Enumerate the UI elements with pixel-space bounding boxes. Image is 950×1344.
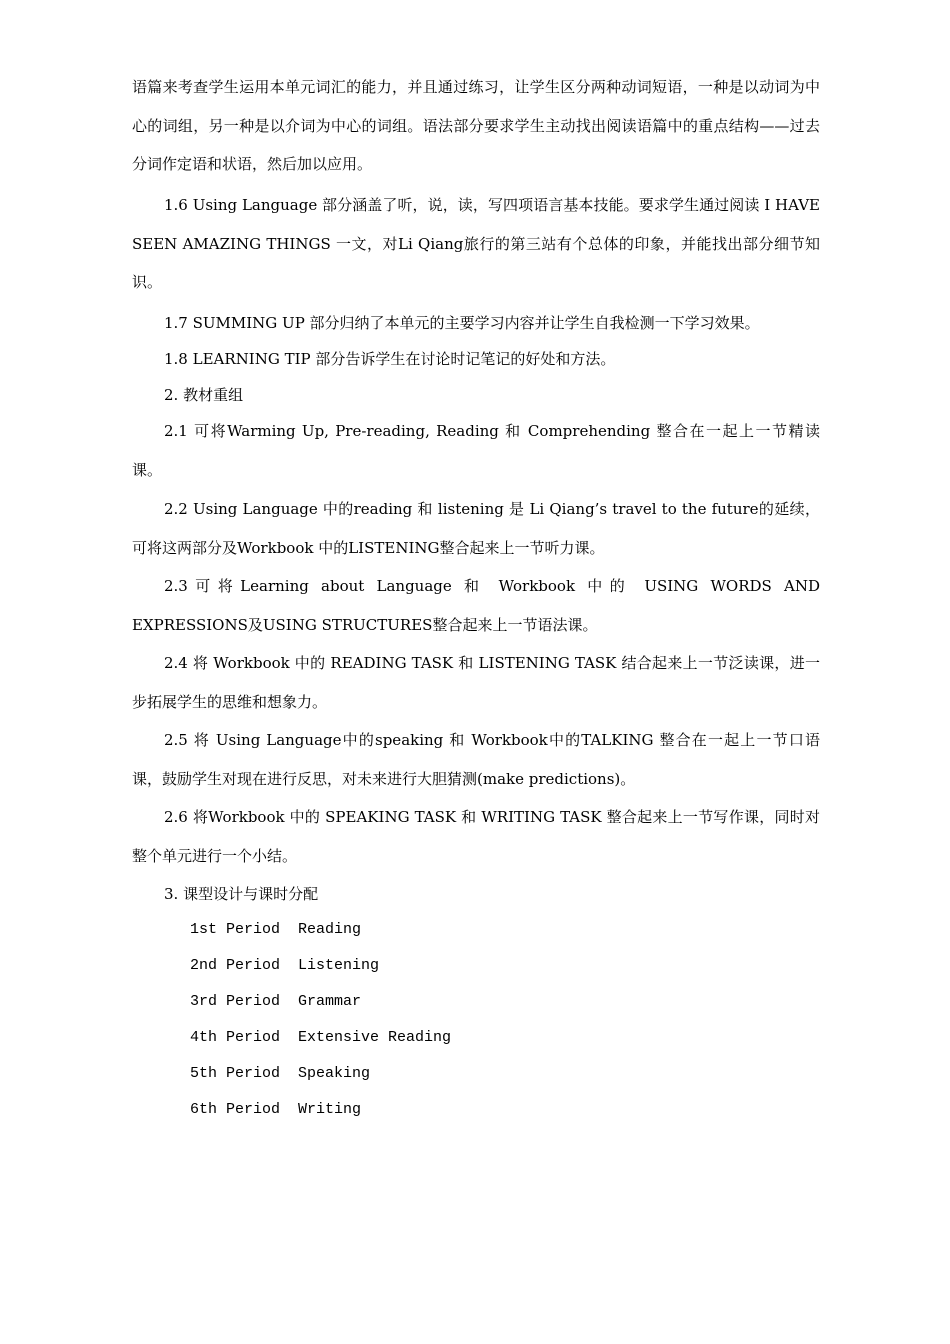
paragraph-2-6: 2.6 将Workbook 中的 SPEAKING TASK 和 WRITING TASK 整合起来上一节写作课，同时对整个单元进行一个小结。 — [132, 808, 820, 865]
paragraph-2-1: 2.1 可将Warming Up, Pre-reading, Reading 和 Comprehending 整合在一起上一节精读课。 — [132, 422, 820, 479]
period-label: 2nd Period — [190, 957, 281, 974]
period-activity: Extensive Reading — [298, 1029, 452, 1046]
period-activity: Grammar — [298, 993, 362, 1010]
period-schedule — [190, 912, 590, 1128]
period-label: 1st Period — [190, 921, 281, 938]
paragraph-2-4: 2.4 将 Workbook 中的 READING TASK 和 LISTENING TASK 结合起来上一节泛读课，进一步拓展学生的思维和想象力。 — [132, 654, 820, 711]
paragraph-1-8: 1.8 LEARNING TIP 部分告诉学生在讨论时记笔记的好处和方法。 — [164, 350, 616, 368]
period-label: 3rd Period — [190, 993, 281, 1010]
paragraph-1-6: 1.6 Using Language 部分涵盖了听，说，读，写四项语言基本技能。要求学生通过阅读 I HAVE SEEN AMAZING THINGS 一文，对Li Qiang旅行的第三站有个总体的印象，并能找出部分细节知识。 — [132, 196, 820, 291]
heading-3: 3. 课型设计与课时分配 — [164, 885, 319, 903]
schedule-row — [190, 948, 590, 984]
period-label: 4th Period — [190, 1029, 281, 1046]
schedule-row — [190, 984, 590, 1020]
period-activity: Reading — [298, 921, 362, 938]
paragraph-1-7: 1.7 SUMMING UP 部分归纳了本单元的主要学习内容并让学生自我检测一下学习效果。 — [164, 314, 760, 332]
schedule-row — [190, 1056, 590, 1092]
paragraph-2-3: 2.3可将Learning about Language 和 Workbook 中的 USING WORDS AND EXPRESSIONS及USING STRUCTURES整合起来上一节语法课。 — [132, 577, 820, 634]
period-label: 5th Period — [190, 1065, 281, 1082]
period-activity: Speaking — [298, 1065, 371, 1082]
schedule-row — [190, 1092, 590, 1128]
paragraph-2-5: 2.5 将 Using Language中的speaking 和 Workbook中的TALKING 整合在一起上一节口语课，鼓励学生对现在进行反思，对未来进行大胆猜测(make predictions)。 — [132, 731, 820, 788]
schedule-row — [190, 1020, 590, 1056]
period-activity: Writing — [298, 1101, 362, 1118]
heading-2: 2. 教材重组 — [164, 386, 244, 404]
paragraph-2-2: 2.2 Using Language 中的reading 和 listening 是 Li Qiang’s travel to the future的延续，可将这两部分及Workbook 中的LISTENING整合起来上一节听力课。 — [132, 500, 820, 557]
paragraph-intro-continued: 语篇来考查学生运用本单元词汇的能力，并且通过练习，让学生区分两种动词短语，一种是以动词为中心的词组，另一种是以介词为中心的词组。语法部分要求学生主动找出阅读语篇中的重点结构——过去分词作定语和状语，然后加以应用。 — [132, 78, 820, 173]
schedule-row — [190, 912, 590, 948]
period-activity: Listening — [298, 957, 380, 974]
period-label: 6th Period — [190, 1101, 281, 1118]
